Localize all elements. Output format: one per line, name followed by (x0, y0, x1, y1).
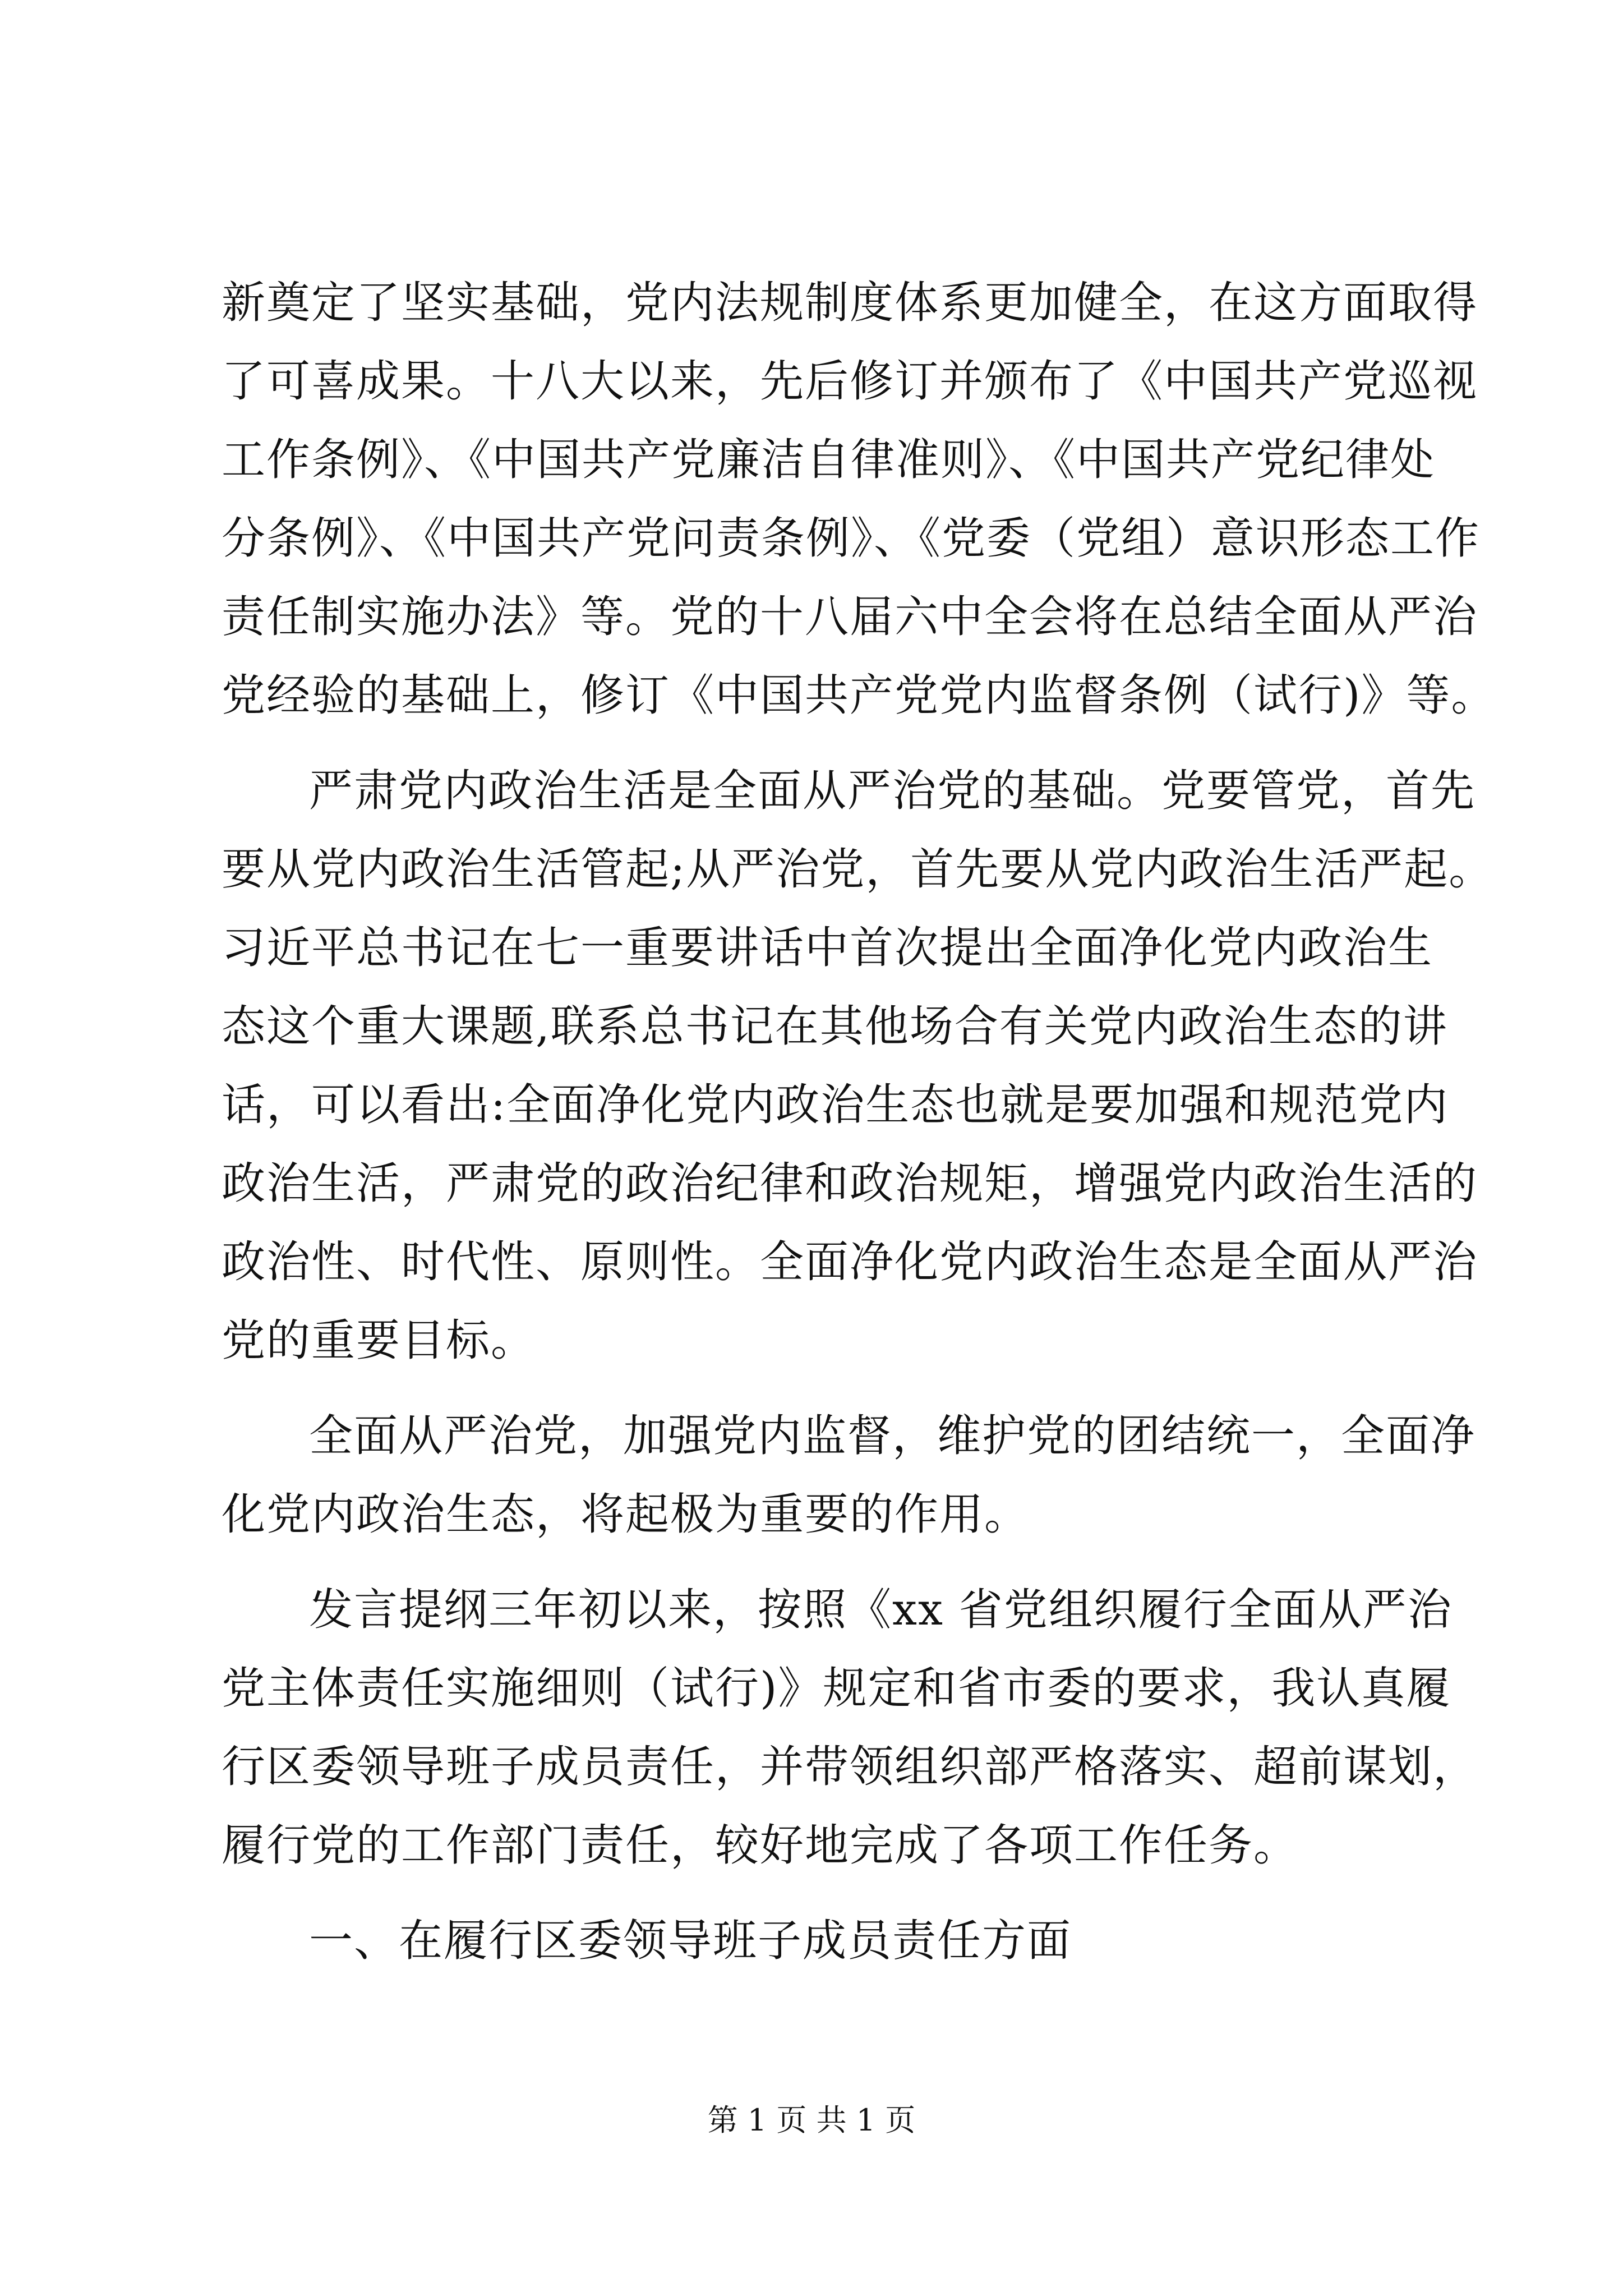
page-footer: 第 1 页 共 1 页 (707, 2102, 916, 2138)
text-line: 态这个重大课题,联系总书记在其他场合有关党内政治生态的讲 (222, 1001, 1448, 1052)
paragraph-2 (222, 752, 1494, 1380)
text-line: 要从党内政治生活管起;从严治党，首先要从党内政治生活严起。 (222, 844, 1494, 895)
text-line: 化党内政治生态，将起极为重要的作用。 (222, 1489, 1030, 1540)
text-line: 工作条例》、《中国共产党廉洁自律准则》、《中国共产党纪律处 (222, 435, 1436, 485)
text-line: 政治性、时代性、原则性。全面净化党内政治生态是全面从严治 (222, 1237, 1478, 1287)
heading-line: 一、在履行区委领导班子成员责任方面 (309, 1916, 1072, 1966)
paragraph-1 (222, 264, 1496, 735)
text-line: 责任制实施办法》等。党的十八届六中全会将在总结全面从严治 (222, 592, 1478, 642)
paragraph-4 (222, 1571, 1478, 1885)
document-body (222, 264, 1496, 1997)
paragraph-3 (222, 1397, 1476, 1554)
text-line: 党主体责任实施细则（试行)》规定和省市委的要求，我认真履 (222, 1663, 1451, 1714)
text-line: 分条例》、《中国共产党问责条例》、《党委（党组）意识形态工作 (222, 513, 1481, 564)
section-heading (222, 1902, 1422, 1980)
text-line: 政治生活，严肃党的政治纪律和政治规矩，增强党内政治生活的 (222, 1158, 1478, 1209)
text-line: 话，可以看出:全面净化党内政治生态也就是要加强和规范党内 (222, 1080, 1449, 1130)
text-line: 严肃党内政治生活是全面从严治党的基础。党要管党，首先 (309, 766, 1476, 816)
text-line: 全面从严治党，加强党内监督，维护党的团结统一，全面净 (309, 1411, 1476, 1461)
text-line: 发言提纲三年初以来，按照《xx 省党组织履行全面从严治 (309, 1585, 1453, 1635)
text-line: 党经验的基础上，修订《中国共产党党内监督条例（试行)》等。 (222, 670, 1496, 721)
text-line: 行区委领导班子成员责任，并带领组织部严格落实、超前谋划， (222, 1742, 1478, 1792)
text-line: 履行党的工作部门责任，较好地完成了各项工作任务。 (222, 1820, 1299, 1871)
text-line: 党的重要目标。 (222, 1315, 536, 1366)
text-line: 习近平总书记在七一重要讲话中首次提出全面净化党内政治生 (222, 923, 1433, 973)
text-line: 新奠定了坚实基础，党内法规制度体系更加健全，在这方面取得 (222, 278, 1478, 328)
text-line: 了可喜成果。十八大以来，先后修订并颁布了《中国共产党巡视 (222, 356, 1478, 407)
